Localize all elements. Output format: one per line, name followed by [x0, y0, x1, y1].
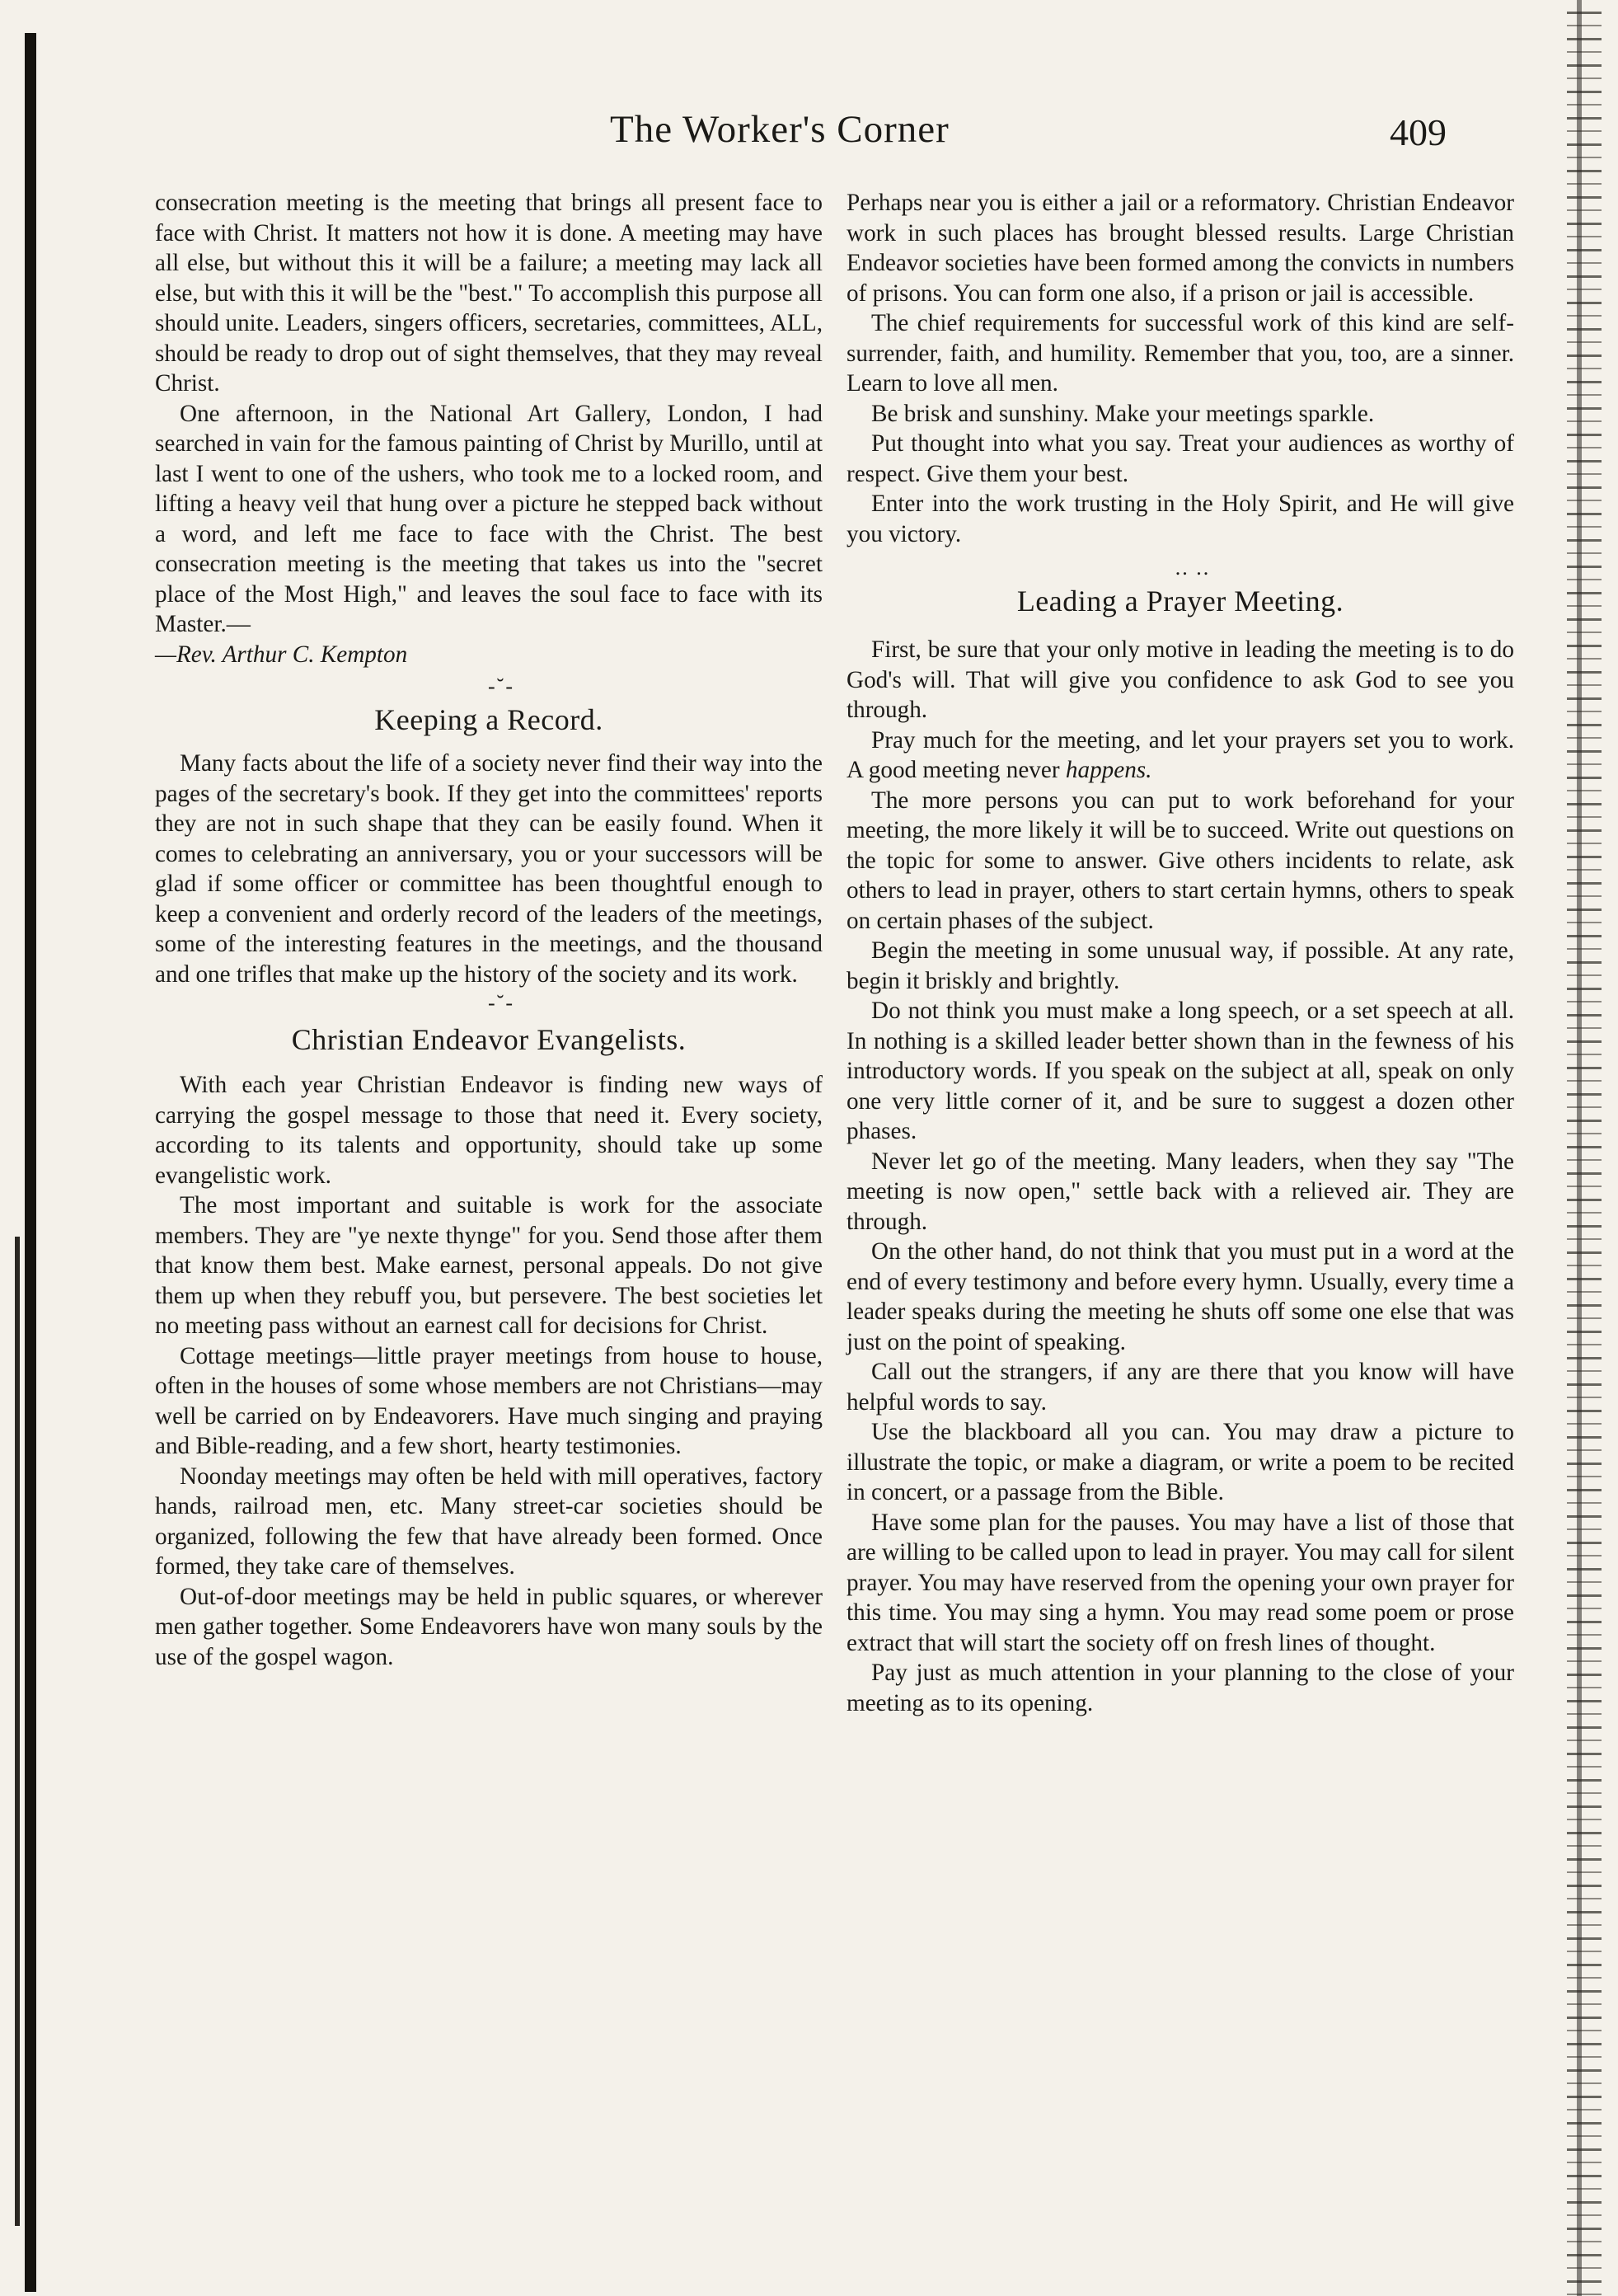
paragraph: Begin the meeting in some unusual way, if possible. At any rate, begin it briskly and brightly.	[847, 937, 1514, 994]
paragraph: The more persons you can put to work beforehand for your meeting, the more likely it will be to succeed. Write out questions on the topic for some to answer. Give others incidents to relate, ask others to lead in prayer, others to start certain hymns, others to speak on certain phases of the subject.	[847, 786, 1514, 934]
paragraph: Noonday meetings may often be held with mill operatives, factory hands, railroad men, etc. Many street-car societies should be organized, following the few that have already been formed. Once formed, they take care of themselves.	[155, 1463, 823, 1580]
author-signature: —Rev. Arthur C. Kempton	[155, 641, 408, 668]
paragraph: consecration meeting is the meeting that brings all present face to face with Christ. It matters not how it is done. A meeting may have all else, but without this it will be a failure; a meeting may lack all else, but with this it will be the "best." To accomplish this purpose all should unite. Leaders, singers officers, secretaries, committees, ALL, should be ready to drop out of sight themselves, that they may reveal Christ.	[155, 190, 823, 397]
binding-edge	[25, 33, 36, 2292]
emphasized-word: happens.	[1065, 757, 1152, 783]
paragraph: Have some plan for the pauses. You may have a list of those that are willing to be called upon to lead in prayer. You may call for silent prayer. You may have reserved from the opening your own prayer for this time. You may sing a hymn. You may read some poem or prose extract that will start the society off on fresh lines of thought.	[847, 1509, 1514, 1656]
binding-edge-shadow	[15, 1237, 20, 2226]
paragraph: Pay just as much attention in your planning to the close of your meeting as to its opening.	[847, 1660, 1514, 1716]
left-column	[155, 188, 823, 1672]
section-separator: -˘-	[488, 674, 514, 698]
paragraph: With each year Christian Endeavor is finding new ways of carrying the gospel message to those that need it. Every society, according to its talents and opportunity, should take up some evangelistic work.	[155, 1072, 823, 1189]
consecration-section	[155, 188, 823, 669]
page-edge-line	[1577, 0, 1582, 2296]
paragraph: First, be sure that your only motive in leading the meeting is to do God's will. That will give you confidence to ask God to see you through.	[847, 636, 1514, 723]
section-separator: -˘-	[488, 991, 514, 1015]
paragraph-text: Pray much for the meeting, and let your prayers set you to work. A good meeting never	[847, 726, 1514, 783]
paragraph: On the other hand, do not think that you must put in a word at the end of every testimony and before every hymn. Usually, every time a leader speaks during the meeting he shuts off some one else that was just on the point of speaking.	[847, 1238, 1514, 1355]
section-heading-keeping-record: Keeping a Record.	[374, 703, 603, 736]
running-header	[0, 107, 1618, 165]
page-title: The Worker's Corner	[610, 108, 950, 151]
section-separator: .. ..	[1175, 556, 1211, 580]
paragraph: The most important and suitable is work for the associate members. They are "ye nexte thynge" for you. Send those after them that know them best. Make earnest, personal appeals. Do not give them up when they rebuff you, but persevere. The best societies let no meeting pass without an earnest call for decisions for Christ.	[155, 1192, 823, 1339]
paragraph	[847, 725, 1514, 786]
paragraph: One afternoon, in the National Art Gallery, London, I had searched in vain for the famous painting of Christ by Murillo, until at last I went to one of the ushers, who took me to a locked room, and lifting a heavy veil that hung over a picture he stepped back without a word, and left me face to face with the Christ. The best consecration meeting is the meeting that takes us into the "secret place of the Most High," and leaves the soul face to face with its Master.—	[155, 400, 823, 637]
paragraph: Out-of-door meetings may be held in public squares, or wherever men gather together. Some Endeavorers have won many souls by the use of the gospel wagon.	[155, 1583, 823, 1670]
paragraph: Be brisk and sunshiny. Make your meetings sparkle.	[871, 400, 1375, 427]
section-heading-evangelists: Christian Endeavor Evangelists.	[291, 1023, 687, 1056]
paragraph: Do not think you must make a long speech, or a set speech at all. In nothing is a skilled leader better shown than in the fewness of his introductory words. If you speak on the subject at all, speak on only one very little corner of it, and be sure to suggest a dozen other phases.	[847, 998, 1514, 1144]
paragraph: Put thought into what you say. Treat your audiences as worthy of respect. Give them your best.	[847, 430, 1514, 487]
right-column	[847, 188, 1514, 1718]
paragraph: Enter into the work trusting in the Holy Spirit, and He will give you victory.	[847, 491, 1514, 547]
paragraph: Use the blackboard all you can. You may draw a picture to illustrate the topic, or make a diagram, or write a poem to be recited in concert, or a passage from the Bible.	[847, 1419, 1514, 1505]
paragraph: Never let go of the meeting. Many leaders, when they say "The meeting is now open," settle back with a relieved air. They are through.	[847, 1148, 1514, 1235]
paragraph: Perhaps near you is either a jail or a reformatory. Christian Endeavor work in such places has brought blessed results. Large Christian Endeavor societies have been formed among the convicts in numbers of prisons. You can form one also, if a prison or jail is accessible.	[847, 190, 1514, 307]
page-number: 409	[1390, 111, 1447, 153]
paragraph: Many facts about the life of a society never find their way into the pages of the secretary's book. If they get into the committees' reports they are not in such shape that they can be easily found. When it comes to celebrating an anniversary, you or your successors will be glad if some officer or committee has been thoughtful enough to keep a convenient and orderly record of the leaders of the meetings, some of the interesting features in the meetings, and the thousand and one trifles that make up the history of the society and its work.	[155, 750, 823, 988]
page-edge-artifact	[1567, 0, 1602, 2296]
paragraph: The chief requirements for successful work of this kind are self-surrender, faith, and humility. Remember that you, too, are a sinner. Learn to love all men.	[847, 310, 1514, 397]
paragraph: Cottage meetings—little prayer meetings from house to house, often in the houses of some whose members are not Christians—may well be carried on by Endeavorers. Have much singing and praying and Bible-reading, and a few short, hearty testimonies.	[155, 1342, 823, 1459]
paragraph: Call out the strangers, if any are there that you know will have helpful words to say.	[847, 1359, 1514, 1416]
section-heading-prayer-meeting: Leading a Prayer Meeting.	[1016, 585, 1344, 617]
